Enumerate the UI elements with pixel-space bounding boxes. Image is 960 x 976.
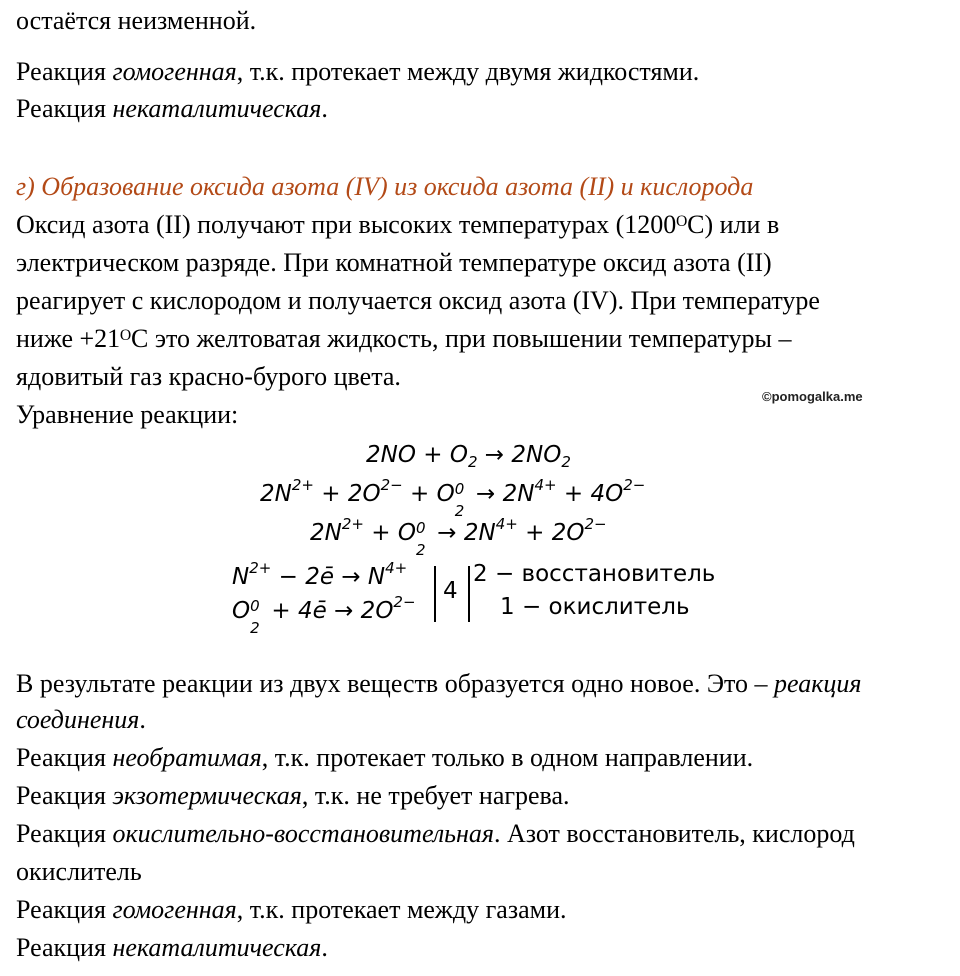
balance-lcm: 4 — [443, 578, 458, 604]
text-run: Реакция — [16, 781, 113, 810]
emphasis-text: необратимая — [112, 743, 262, 772]
eq-superscript: 2− — [380, 476, 403, 494]
text-run: Реакция — [16, 933, 113, 962]
eq-superscript: 0 — [454, 480, 465, 498]
text-run: . Азот восстановитель, кислород — [494, 819, 855, 848]
eq-stack — [250, 597, 264, 637]
text-line — [16, 932, 328, 964]
balance-nitrogen-role: 2 − восстановитель — [473, 561, 716, 587]
equation-ionic-short — [310, 515, 607, 559]
emphasis-text: гомогенная — [112, 895, 237, 924]
section-heading: г) Образование оксида азота (IV) из оксида азота (II) и кислорода — [16, 172, 754, 201]
text-run: С) или в — [687, 210, 780, 239]
eq-term: 2NO + O — [366, 442, 468, 468]
text-line: ядовитый газ красно-бурого цвета. — [16, 362, 401, 391]
eq-term: + 2O — [517, 520, 585, 546]
text-run: , т.к. протекает между двумя жидкостями. — [236, 57, 700, 86]
eq-subscript: 2 — [250, 619, 260, 637]
text-run: остаётся неизменной. — [16, 6, 257, 35]
watermark: ©pomogalka.me — [762, 389, 863, 404]
text-line — [16, 93, 328, 125]
text-line — [16, 323, 791, 355]
eq-term: N — [232, 564, 250, 590]
emphasis-text: некаталитическая — [112, 94, 322, 123]
text-run: Реакция — [16, 819, 113, 848]
text-line — [16, 818, 855, 850]
eq-superscript: 4+ — [495, 515, 518, 533]
text-line: электрическом разряде. При комнатной температуре оксид азота (II) — [16, 248, 772, 277]
eq-term: → 2N — [429, 520, 496, 546]
eq-subscript: 2 — [415, 541, 426, 559]
degree-symbol: ᴼ — [676, 210, 688, 239]
text-line: реагирует с кислородом и получается оксид азота (IV). При температуре — [16, 286, 820, 315]
eq-subscript: 2 — [467, 453, 478, 471]
text-line — [16, 668, 861, 700]
half-reaction-nitrogen — [232, 559, 408, 592]
text-line — [16, 209, 779, 241]
text-run: , т.к. протекает между газами. — [236, 895, 567, 924]
text-run: Реакция — [16, 94, 113, 123]
text-run: В результате реакции из двух веществ образуется одно новое. Это – — [16, 669, 775, 698]
eq-superscript: 0 — [415, 519, 426, 537]
text-line — [16, 5, 256, 37]
eq-superscript: 2− — [584, 515, 607, 533]
eq-subscript: 2 — [561, 453, 571, 471]
text-run: Реакция — [16, 895, 113, 924]
eq-term: O — [232, 598, 251, 624]
eq-stack — [454, 480, 469, 520]
text-line — [16, 894, 567, 926]
text-run: Реакция — [16, 743, 113, 772]
text-line: Уравнение реакции: — [16, 400, 239, 429]
eq-term: 2N — [260, 481, 292, 507]
eq-term: + 2O — [313, 481, 381, 507]
text-run: , т.к. протекает только в одном направлении. — [261, 743, 754, 772]
equation-molecular — [366, 440, 571, 470]
eq-term: → 2NO — [477, 442, 562, 468]
eq-superscript: 2+ — [291, 476, 314, 494]
emphasis-text: гомогенная — [112, 57, 237, 86]
emphasis-text: реакция — [774, 669, 862, 698]
eq-superscript: 2− — [623, 476, 646, 494]
eq-stack — [415, 519, 430, 559]
eq-superscript: 2+ — [341, 515, 364, 533]
emphasis-text: соединения — [16, 705, 140, 734]
eq-superscript: 4+ — [385, 559, 408, 577]
text-run: , т.к. не требует нагрева. — [301, 781, 570, 810]
balance-divider-right — [468, 566, 470, 622]
eq-term: + 4ē → 2O — [264, 598, 394, 624]
eq-subscript: 2 — [454, 502, 465, 520]
emphasis-text: некаталитическая — [112, 933, 322, 962]
eq-superscript: 0 — [250, 597, 260, 615]
text-line: окислитель — [16, 857, 142, 886]
text-run: Оксид азота (II) получают при высоких температурах (1200 — [16, 210, 677, 239]
balance-divider-left — [434, 566, 436, 622]
eq-term: 2N — [310, 520, 342, 546]
eq-superscript: 4+ — [534, 476, 557, 494]
eq-term: + O — [402, 481, 455, 507]
balance-oxygen-role: 1 − окислитель — [500, 594, 690, 620]
text-line — [16, 56, 699, 88]
text-run: . — [321, 94, 328, 123]
text-line — [16, 742, 753, 774]
text-run: . — [139, 705, 146, 734]
text-run: ниже +21 — [16, 324, 121, 353]
eq-superscript: 2+ — [249, 559, 272, 577]
half-reaction-oxygen — [232, 593, 416, 637]
eq-term: + 4O — [556, 481, 624, 507]
equation-ionic-full — [260, 476, 646, 520]
text-run: С это желтоватая жидкость, при повышении температуры – — [131, 324, 792, 353]
eq-term: → 2N — [468, 481, 535, 507]
eq-superscript: 2− — [393, 593, 416, 611]
eq-term: − 2ē → N — [271, 564, 386, 590]
text-run: Реакция — [16, 57, 113, 86]
emphasis-text: экзотермическая — [112, 781, 302, 810]
emphasis-text: окислительно-восстановительная — [112, 819, 494, 848]
degree-symbol: ᴼ — [120, 324, 132, 353]
eq-term: + O — [363, 520, 416, 546]
text-line — [16, 780, 570, 812]
text-line — [16, 704, 146, 736]
text-run: . — [321, 933, 328, 962]
